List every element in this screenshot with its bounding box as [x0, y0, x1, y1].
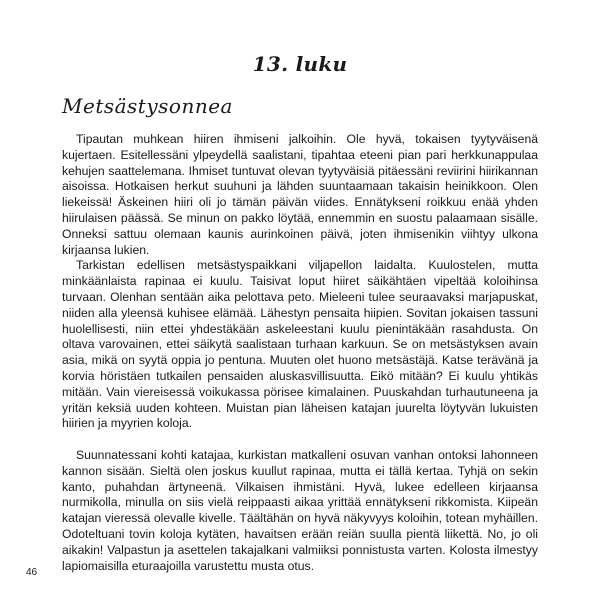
- body-text: [62, 132, 538, 574]
- page-number: 46: [26, 567, 38, 578]
- paragraph: Tarkistan edellisen metsästyspaikkani viljapellon laidalta. Kuulostelen, mutta minkäänlaista rapinaa ei kuulu. Taisivat loput hiiret säikähtäen vipeltää koloihinsa turvaan. Olenhan sentään aika pelottava peto. Mieleeni tulee seuraavaksi marjapuskat, niiden alla yleensä kuhisee elämää. Lähestyn pensaita hiipien. Sovitan jokaisen tassuni huolellisesti, niin ettei yhdestäkään askeleestani kuulu pienintäkään rasahdusta. On oltava varovainen, ettei säikytä saalistaan turhaan karkuun. Se on metsästyksen avain asia, mikä on syytä oppia jo pentuna. Muuten olet huono metsästäjä. Katse terävänä ja korvia höristäen tutkailen pensaiden aluskasvillisuutta. Eikö mitään? Ei kuulu yhtikäs mitään. Vain viereisessä voikukassa pörisee kimalainen. Puuskahdan turhautuneena ja yritän keksiä uuden kohteen. Muistan pian läheisen katajan juurelta löytyvän lukuisten hiirien ja myyrien koloja.: [62, 258, 538, 431]
- paragraph: Tipautan muhkean hiiren ihmiseni jalkoihin. Ole hyvä, tokaisen tyytyväisenä kujertaen. Esitellessäni ylpeydellä saalistani, tipahtaa eteeni pian pari herkkunappulaa kehujen saattelemana. Ihmiset tuntuvat olevan tyytyväisiä pitäessäni reviirini hiirikannan aisoissa. Hotkaisen herkut suuhuni ja lähden suuntaamaan takaisin heinikkoon. Olen liekeissä! Äskeinen hiiri oli jo tämän päivän viides. Ennätykseni roikkuu enää yhden hiirulaisen päässä. Se minun on pakko löytää, ennemmin en suostu palaamaan sisälle. Onneksi sattuu olemaan kaunis aurinkoinen päivä, joten ihmisenikin viihtyy ulkona kirjaansa lukien.: [62, 132, 538, 257]
- chapter-title: 13. luku: [252, 52, 348, 76]
- paragraph: Suunnatessani kohti katajaa, kurkistan matkalleni osuvan vanhan ontoksi lahonneen kannon sisään. Sieltä olen joskus kuullut rapinaa, mutta ei tällä kertaa. Tyhjä on sekin kanto, puhahdan ärtyneenä. Vilkaisen ihmistäni. Hyvä, lukee edelleen kirjaansa nurmikolla, minulla on siis vielä reippaasti aikaa yrittää ennätykseni rikkomista. Kiipeän katajan vieressä olevalle kivelle. Täältähän on hyvä näkyvyys koloihin, totean myhäillen. Odoteltuani tovin koloja kytäten, havaitsen erään reiän suulla pientä liikettä. No, jo oli aikakin! Valpastun ja asettelen takajalkani valmiiksi ponnistusta varten. Kolosta ilmestyy lapiomaisilla eturaajoilla varustettu musta otus.: [62, 447, 538, 573]
- section-title: Metsästysonnea: [62, 94, 233, 118]
